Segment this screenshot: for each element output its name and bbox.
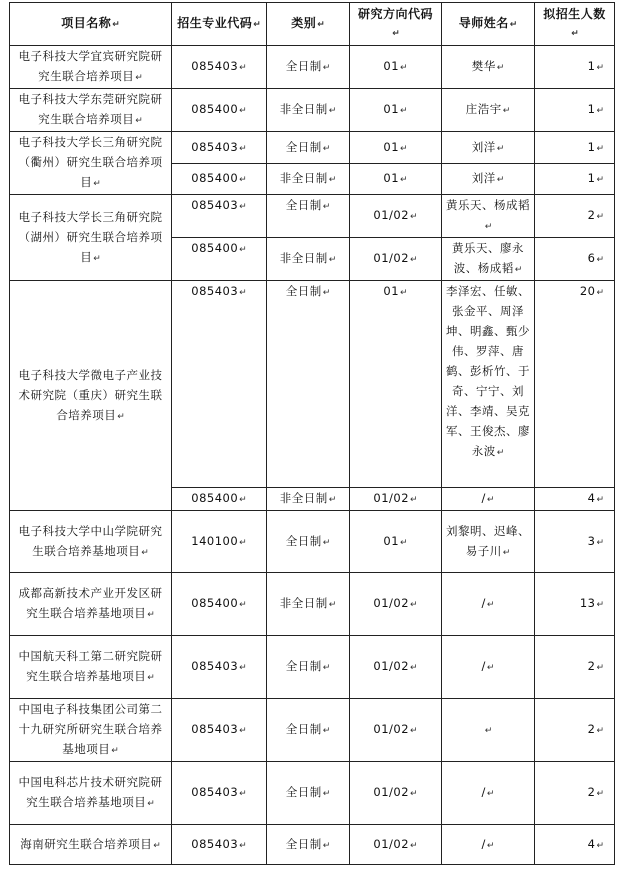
paragraph-mark: ↵ [322,537,331,548]
paragraph-mark: ↵ [239,840,247,851]
paragraph-mark: ↵ [239,143,247,154]
paragraph-mark: ↵ [147,799,155,809]
major-code-text: 085403 [191,659,239,673]
direction-code-text: 01/02 [373,659,410,673]
table-row [10,132,615,164]
paragraph-mark: ↵ [596,840,604,851]
paragraph-mark: ↵ [410,789,418,799]
enroll-count [535,46,615,89]
header-type: 类别↵ [267,3,350,46]
enroll-type [267,89,350,132]
project-name [10,132,172,195]
major-code [172,511,267,573]
paragraph-mark: ↵ [93,253,101,264]
project-name [10,573,172,636]
paragraph-mark: ↵ [400,537,408,548]
paragraph-mark: ↵ [502,106,511,116]
paragraph-mark: ↵ [596,175,604,185]
paragraph-mark: ↵ [514,265,523,275]
enroll-type-text: 全日制 [285,59,322,73]
advisor-names [442,89,535,132]
major-code [172,573,267,636]
project-name-text: 电子科技大学微电子产业技术研究院（重庆）研究生联合培养项目 [18,367,163,422]
enroll-type [267,132,350,164]
direction-code [350,195,442,238]
paragraph-mark: ↵ [322,63,331,73]
project-name-text: 电子科技大学中山学院研究生联合培养基地项目 [18,523,163,558]
paragraph-mark: ↵ [496,448,505,458]
direction-code-text: 01/02 [373,836,410,851]
project-name-text: 中国电科芯片技术研究院研究生联合培养基地项目 [18,775,163,809]
enroll-type-text: 全日制 [285,785,322,799]
enroll-type-text: 全日制 [285,722,322,736]
direction-code [350,238,442,281]
major-code-text: 085400 [191,171,239,185]
enroll-type [267,195,350,238]
advisor-names [442,281,535,488]
project-name-text: 中国航天科工第二研究院研究生联合培养基地项目 [18,649,163,683]
advisor-names [442,825,535,865]
project-name [10,89,172,132]
table-row [10,281,615,488]
enroll-count [535,89,615,132]
paragraph-mark: ↵ [410,255,418,265]
paragraph-mark: ↵ [596,789,604,799]
paragraph-mark: ↵ [496,63,505,73]
paragraph-mark: ↵ [239,175,247,185]
advisor-names-text: / [481,836,486,851]
direction-code [350,281,442,488]
enroll-type [267,46,350,89]
paragraph-mark: ↵ [486,840,495,851]
enroll-type [267,511,350,573]
paragraph-mark: ↵ [328,175,337,185]
table-row [10,699,615,762]
major-code-text: 085400 [191,102,239,116]
paragraph-mark: ↵ [239,63,247,73]
major-code [172,46,267,89]
header-row [10,3,615,46]
advisor-names [442,573,535,636]
enroll-count-text: 1 [587,171,596,185]
paragraph-mark: ↵ [147,610,155,620]
enroll-count-text: 3 [587,533,596,548]
direction-code-text: 01/02 [373,785,410,799]
enroll-type-text: 全日制 [285,284,322,298]
paragraph-mark: ↵ [496,175,505,185]
enroll-count-text: 1 [587,59,596,73]
table-row [10,825,615,865]
major-code [172,825,267,865]
header-project: 项目名称↵ [10,3,172,46]
paragraph-mark: ↵ [486,600,495,610]
enroll-count-text: 2 [587,208,596,222]
advisor-names-text: / [481,659,486,673]
header-count: 拟招生人数↵ [535,3,615,46]
paragraph-mark: ↵ [328,495,337,505]
paragraph-mark: ↵ [239,288,247,298]
enroll-count-text: 13 [579,596,596,610]
direction-code-text: 01/02 [373,491,410,505]
table-row [10,195,615,238]
table-row [10,636,615,699]
advisor-names-text: 李泽宏、任敏、张金平、周泽坤、明鑫、甄少伟、罗萍、唐鹤、彭析竹、于奇、宁宁、刘洋、李靖、吴克军、王俊杰、廖永波 [446,284,530,458]
paragraph-mark: ↵ [239,663,247,673]
paragraph-mark: ↵ [239,106,247,116]
enroll-count [535,825,615,865]
enroll-type-text: 全日制 [285,139,322,154]
paragraph-mark: ↵ [410,600,418,610]
paragraph-mark: ↵ [484,222,493,232]
paragraph-mark: ↵ [596,143,604,154]
advisor-names [442,488,535,511]
paragraph-mark: ↵ [328,255,337,265]
paragraph-mark: ↵ [410,495,418,505]
project-name [10,825,172,865]
enroll-count [535,699,615,762]
project-name [10,699,172,762]
enroll-count-text: 2 [587,785,596,799]
direction-code [350,488,442,511]
advisor-names [442,46,535,89]
direction-code-text: 01 [383,139,400,154]
major-code-text: 085403 [191,59,239,73]
paragraph-mark: ↵ [410,726,418,736]
major-code-text: 085400 [191,241,239,255]
major-code [172,238,267,281]
paragraph-mark: ↵ [596,106,604,116]
advisor-names-text: / [481,785,486,799]
direction-code [350,511,442,573]
direction-code [350,132,442,164]
enroll-count [535,762,615,825]
paragraph-mark: ↵ [486,789,495,799]
paragraph-mark: ↵ [400,106,408,116]
table-row [10,46,615,89]
major-code-text: 085403 [191,198,239,212]
advisor-names-text: 黄乐天、廖永波、杨成韬 [452,241,524,275]
project-name-text: 电子科技大学长三角研究院（衢州）研究生联合培养项目 [18,135,163,189]
enroll-count [535,511,615,573]
major-code-text: 140100 [191,533,239,548]
enroll-type [267,164,350,195]
advisor-names [442,195,535,238]
enroll-type [267,573,350,636]
paragraph-mark: ↵ [400,143,408,154]
paragraph-mark: ↵ [410,663,418,673]
direction-code-text: 01 [383,533,400,548]
header-advisor: 导师姓名↵ [442,3,535,46]
paragraph-mark: ↵ [239,726,247,736]
advisor-names-text: 樊华 [471,59,496,73]
enroll-count-text: 1 [587,102,596,116]
project-name-text: 电子科技大学东莞研究院研究生联合培养项目 [18,92,163,126]
paragraph-mark: ↵ [596,288,604,298]
paragraph-mark: ↵ [322,663,331,673]
table-row [10,762,615,825]
paragraph-mark: ↵ [400,63,408,73]
enroll-count [535,573,615,636]
paragraph-mark: ↵ [596,663,604,673]
paragraph-mark: ↵ [502,547,511,558]
paragraph-mark: ↵ [239,245,247,255]
paragraph-mark: ↵ [400,288,408,298]
project-name [10,636,172,699]
enroll-type-text: 非全日制 [279,596,328,610]
paragraph-mark: ↵ [239,202,247,212]
paragraph-mark: ↵ [322,202,331,212]
project-name-text: 电子科技大学长三角研究院（湖州）研究生联合培养项目 [18,209,163,264]
paragraph-mark: ↵ [153,840,161,851]
paragraph-mark: ↵ [410,212,418,222]
header-code: 招生专业代码↵ [172,3,267,46]
major-code-text: 085403 [191,836,239,851]
direction-code [350,762,442,825]
paragraph-mark: ↵ [135,116,143,126]
project-name [10,281,172,511]
enroll-type [267,699,350,762]
paragraph-mark: ↵ [322,143,331,154]
paragraph-mark: ↵ [328,106,337,116]
paragraph-mark: ↵ [322,789,331,799]
enroll-type [267,636,350,699]
enroll-count-text: 6 [587,251,596,265]
table-row [10,89,615,132]
advisor-names [442,164,535,195]
advisor-names-text: 刘洋 [471,171,496,185]
enroll-type-text: 非全日制 [279,491,328,505]
direction-code-text: 01 [383,284,400,298]
major-code-text: 085403 [191,139,239,154]
paragraph-mark: ↵ [117,411,125,422]
major-code-text: 085403 [191,722,239,736]
enroll-count [535,132,615,164]
direction-code [350,46,442,89]
enroll-type-text: 全日制 [285,533,322,548]
major-code [172,132,267,164]
advisor-names-text: 刘洋 [471,139,496,154]
advisor-names-text: / [481,596,486,610]
major-code [172,762,267,825]
project-name-text: 海南研究生联合培养项目 [20,836,153,851]
advisor-names-text: / [481,491,486,505]
direction-code-text: 01/02 [373,251,410,265]
direction-code-text: 01 [383,59,400,73]
advisor-names-text: 刘黎明、迟峰、易子川 [446,523,530,558]
project-name [10,46,172,89]
paragraph-mark: ↵ [147,673,155,683]
enroll-count-text: 2 [587,722,596,736]
enroll-type-text: 全日制 [285,836,322,851]
enroll-type [267,238,350,281]
enroll-type [267,762,350,825]
enroll-type-text: 全日制 [285,659,322,673]
paragraph-mark: ↵ [111,746,119,756]
paragraph-mark: ↵ [322,840,331,851]
enroll-count-text: 1 [587,139,596,154]
advisor-names-text: 庄浩宇 [465,102,502,116]
advisor-names [442,238,535,281]
project-name [10,195,172,281]
major-code [172,195,267,238]
paragraph-mark: ↵ [596,726,604,736]
paragraph-mark: ↵ [328,600,337,610]
direction-code [350,636,442,699]
paragraph-mark: ↵ [239,537,247,548]
enroll-count [535,195,615,238]
enroll-count [535,281,615,488]
paragraph-mark: ↵ [410,840,418,851]
major-code [172,89,267,132]
project-name-text: 中国电子科技集团公司第二十九研究所研究生联合培养基地项目 [18,702,163,756]
major-code-text: 085403 [191,284,239,298]
major-code [172,488,267,511]
direction-code-text: 01/02 [373,722,410,736]
direction-code [350,573,442,636]
table-row [10,573,615,636]
advisor-names [442,511,535,573]
enroll-type [267,825,350,865]
enrollment-table [9,2,615,865]
advisor-names [442,762,535,825]
paragraph-mark: ↵ [596,63,604,73]
table-body [10,46,615,865]
paragraph-mark: ↵ [596,212,604,222]
direction-code [350,164,442,195]
major-code-text: 085400 [191,491,239,505]
direction-code-text: 01/02 [373,596,410,610]
enroll-count [535,238,615,281]
enroll-count [535,164,615,195]
enroll-type [267,281,350,488]
paragraph-mark: ↵ [322,288,331,298]
enroll-type [267,488,350,511]
enroll-count [535,488,615,511]
enroll-count [535,636,615,699]
paragraph-mark: ↵ [596,537,604,548]
enroll-count-text: 4 [587,836,596,851]
project-name [10,762,172,825]
enroll-type-text: 非全日制 [279,251,328,265]
major-code-text: 085403 [191,785,239,799]
paragraph-mark: ↵ [486,495,495,505]
direction-code-text: 01/02 [373,208,410,222]
paragraph-mark: ↵ [484,726,493,736]
paragraph-mark: ↵ [400,175,408,185]
table-row [10,511,615,573]
paragraph-mark: ↵ [141,547,149,558]
paragraph-mark: ↵ [239,789,247,799]
project-name-text: 成都高新技术产业开发区研究生联合培养基地项目 [18,586,163,620]
direction-code-text: 01 [383,171,400,185]
major-code [172,281,267,488]
major-code [172,699,267,762]
header-direction: 研究方向代码↵ [350,3,442,46]
advisor-names [442,636,535,699]
enroll-count-text: 4 [587,491,596,505]
paragraph-mark: ↵ [596,495,604,505]
project-name-text: 电子科技大学宜宾研究院研究生联合培养项目 [18,49,163,83]
advisor-names-text: 黄乐天、杨成韬 [446,198,530,212]
enroll-type-text: 非全日制 [279,102,328,116]
paragraph-mark: ↵ [486,663,495,673]
enroll-type-text: 非全日制 [279,171,328,185]
major-code-text: 085400 [191,596,239,610]
paragraph-mark: ↵ [596,600,604,610]
advisor-names [442,132,535,164]
direction-code [350,825,442,865]
paragraph-mark: ↵ [239,495,247,505]
advisor-names [442,699,535,762]
enroll-count-text: 2 [587,659,596,673]
direction-code [350,699,442,762]
paragraph-mark: ↵ [596,255,604,265]
paragraph-mark: ↵ [496,143,505,154]
major-code [172,164,267,195]
paragraph-mark: ↵ [322,726,331,736]
paragraph-mark: ↵ [93,179,101,189]
paragraph-mark: ↵ [135,73,143,83]
major-code [172,636,267,699]
paragraph-mark: ↵ [239,600,247,610]
direction-code-text: 01 [383,102,400,116]
enroll-count-text: 20 [579,284,596,298]
direction-code [350,89,442,132]
enroll-type-text: 全日制 [285,198,322,212]
project-name [10,511,172,573]
